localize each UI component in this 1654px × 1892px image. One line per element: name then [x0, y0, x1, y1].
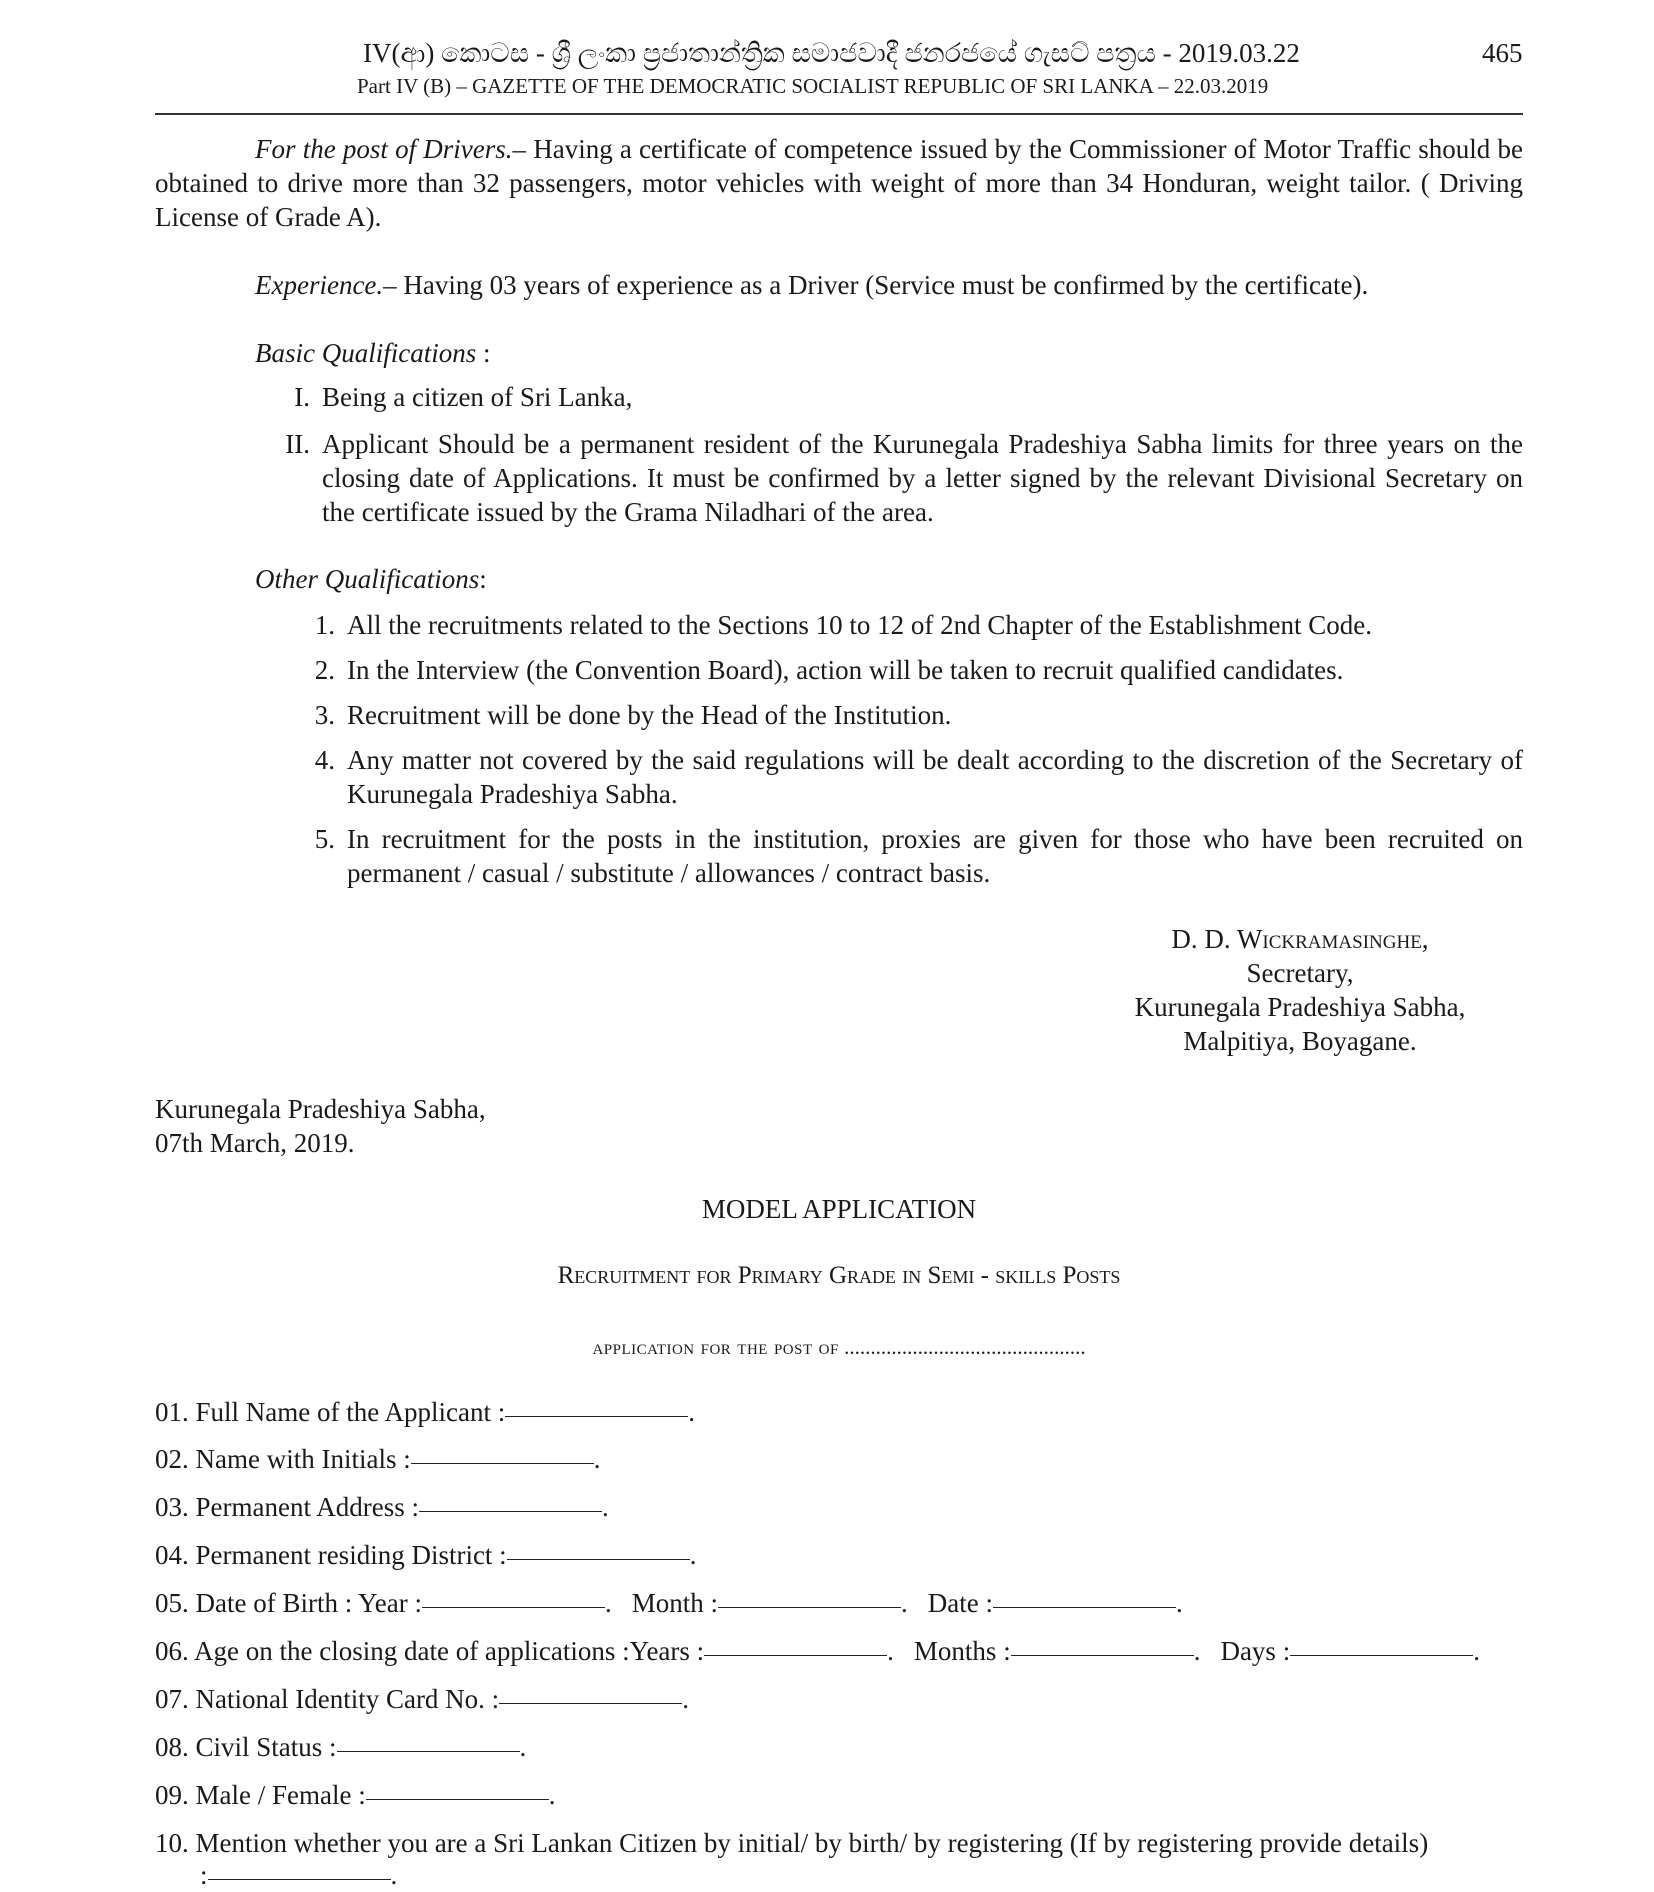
field-end: . — [689, 1540, 697, 1570]
field-end: . — [900, 1588, 908, 1618]
gazette-header-english: Part IV (B) – GAZETTE OF THE DEMOCRATIC SOCIALIST REPUBLIC OF SRI LANKA – 22.03.2019 — [357, 74, 1269, 98]
drivers-paragraph — [155, 132, 1523, 234]
field-blank[interactable] — [1011, 1655, 1194, 1656]
list-item — [155, 698, 1523, 732]
field-end: . — [887, 1636, 894, 1666]
list-number: II. — [285, 429, 310, 459]
list-item — [155, 427, 1523, 537]
list-number: 5. — [314, 824, 335, 854]
field-label: 05. Date of Birth : Year : — [155, 1588, 422, 1618]
field-label: 10. Mention whether you are a Sri Lankan Citizen by initial/ by birth/ by registering (If by registering provide details) — [155, 1828, 1429, 1858]
list-text: All the recruitments related to the Sections 10 to 12 of 2nd Chapter of the Establishment Code. — [347, 610, 1373, 640]
issued-date: 07th March, 2019. — [155, 1128, 355, 1158]
field-name-initials — [155, 1444, 600, 1475]
field-end: . — [390, 1860, 398, 1890]
other-heading-text: Other Qualifications — [255, 564, 480, 594]
list-item — [155, 380, 1523, 414]
list-number: 2. — [314, 655, 335, 685]
list-text: Any matter not covered by the said regulations will be dealt according to the discretion of the Secretary of Kurunegala Pradeshiya Sabha. — [347, 745, 1523, 809]
list-number: 1. — [314, 610, 335, 640]
field-civil-status — [155, 1732, 526, 1763]
basic-qualifications-heading — [255, 336, 491, 370]
list-number: 4. — [314, 745, 335, 775]
post-line-dots: .............................................. — [844, 1335, 1086, 1359]
field-label: : — [200, 1860, 208, 1890]
field-label: Month : — [631, 1588, 718, 1618]
field-end: . — [548, 1780, 556, 1810]
other-heading-colon: : — [479, 564, 487, 594]
field-end: . — [1473, 1636, 1480, 1666]
list-text: Recruitment will be done by the Head of the Institution. — [347, 700, 952, 730]
experience-paragraph — [255, 268, 1523, 302]
signatory-name: D. D. Wickramasinghe, — [1171, 924, 1429, 954]
header-rule — [155, 113, 1523, 115]
field-end: . — [604, 1588, 612, 1618]
field-label: 01. Full Name of the Applicant : — [155, 1397, 506, 1427]
field-blank[interactable] — [411, 1463, 594, 1464]
field-label: Days : — [1220, 1636, 1291, 1666]
list-number: 3. — [314, 700, 335, 730]
drivers-text: Having a certificate of competence issued by the Commissioner of Motor Traffic should be obtained to drive more than 32 passengers, motor vehicles with weight of more than 34 Honduran, weight tailor. ( Driving License of Grade A). — [155, 134, 1523, 232]
field-label: 07. National Identity Card No. : — [155, 1684, 500, 1714]
field-blank[interactable] — [422, 1607, 605, 1608]
list-text: In the Interview (the Convention Board), action will be taken to recruit qualified candidates. — [347, 655, 1344, 685]
list-number: I. — [294, 382, 310, 412]
field-label: 09. Male / Female : — [155, 1780, 366, 1810]
field-blank[interactable] — [419, 1511, 602, 1512]
field-blank[interactable] — [993, 1607, 1176, 1608]
field-nic-number — [155, 1684, 689, 1715]
list-text: Being a citizen of Sri Lanka, — [322, 382, 633, 412]
page-number: 465 — [1482, 38, 1523, 68]
field-blank[interactable] — [1290, 1655, 1473, 1656]
field-permanent-address — [155, 1492, 609, 1523]
other-qualifications-heading — [255, 562, 487, 596]
field-label: Months : — [913, 1636, 1011, 1666]
field-end: . — [519, 1732, 527, 1762]
field-blank[interactable] — [499, 1703, 682, 1704]
field-end: . — [1175, 1588, 1183, 1618]
signatory-place: Malpitiya, Boyagane. — [1183, 1026, 1417, 1056]
list-text: In recruitment for the posts in the institution, proxies are given for those who have been recruited on permanent / casual / substitute / allowances / contract basis. — [347, 824, 1523, 888]
experience-text: Having 03 years of experience as a Driver (Service must be confirmed by the certificate). — [396, 270, 1369, 300]
list-item — [155, 822, 1523, 892]
field-gender — [155, 1780, 555, 1811]
list-item — [155, 743, 1523, 813]
field-blank[interactable] — [208, 1879, 391, 1880]
field-end: . — [682, 1684, 689, 1714]
list-text: Applicant Should be a permanent resident of the Kurunegala Pradeshiya Sabha limits for three years on the closing date of Applications. It must be confirmed by a letter signed by the relevant Divisional Secretary on the certificate issued by the Grama Niladhari of the area. — [322, 429, 1523, 527]
field-blank[interactable] — [718, 1607, 901, 1608]
field-blank[interactable] — [337, 1751, 520, 1752]
field-residing-district — [155, 1540, 696, 1571]
post-line-label: application for the post of — [592, 1334, 839, 1359]
gazette-header-sinhala: IV(ආ) කොටස - ශ්‍රී ලංකා ප්‍රජාතාන්ත්‍රික සමාජවාදී ජනරජයේ ගැසට් පත්‍රය - 2019.03.22 — [363, 38, 1300, 68]
basic-heading-text: Basic Qualifications — [255, 338, 477, 368]
field-citizenship-details — [200, 1860, 397, 1891]
field-blank[interactable] — [507, 1559, 690, 1560]
field-end: . — [593, 1444, 601, 1474]
list-item — [155, 653, 1523, 687]
application-post-line — [155, 1334, 1523, 1360]
field-date-of-birth — [155, 1588, 1183, 1619]
application-subtitle: Recruitment for Primary Grade in Semi - skills Posts — [557, 1262, 1121, 1289]
field-citizenship — [155, 1828, 1523, 1859]
field-label: 06. Age on the closing date of applications :Years : — [155, 1636, 705, 1666]
field-end: . — [688, 1397, 695, 1427]
field-label: 02. Name with Initials : — [155, 1444, 411, 1474]
application-title: MODEL APPLICATION — [701, 1194, 977, 1224]
signatory-organization: Kurunegala Pradeshiya Sabha, — [1134, 992, 1466, 1022]
field-end: . — [601, 1492, 609, 1522]
field-age — [155, 1636, 1480, 1667]
field-label: 03. Permanent Address : — [155, 1492, 419, 1522]
field-blank[interactable] — [704, 1655, 887, 1656]
signatory-title: Secretary, — [1246, 958, 1354, 988]
field-label: 08. Civil Status : — [155, 1732, 337, 1762]
list-item — [155, 608, 1523, 642]
field-label: Date : — [927, 1588, 993, 1618]
field-blank[interactable] — [366, 1799, 549, 1800]
drivers-lead: For the post of Drivers.– — [255, 134, 527, 164]
field-end: . — [1193, 1636, 1201, 1666]
field-blank[interactable] — [505, 1416, 688, 1417]
issued-place: Kurunegala Pradeshiya Sabha, — [155, 1094, 486, 1124]
basic-heading-colon: : — [476, 338, 491, 368]
field-full-name — [155, 1397, 695, 1428]
field-label: 04. Permanent residing District : — [155, 1540, 507, 1570]
experience-lead: Experience.– — [255, 270, 397, 300]
